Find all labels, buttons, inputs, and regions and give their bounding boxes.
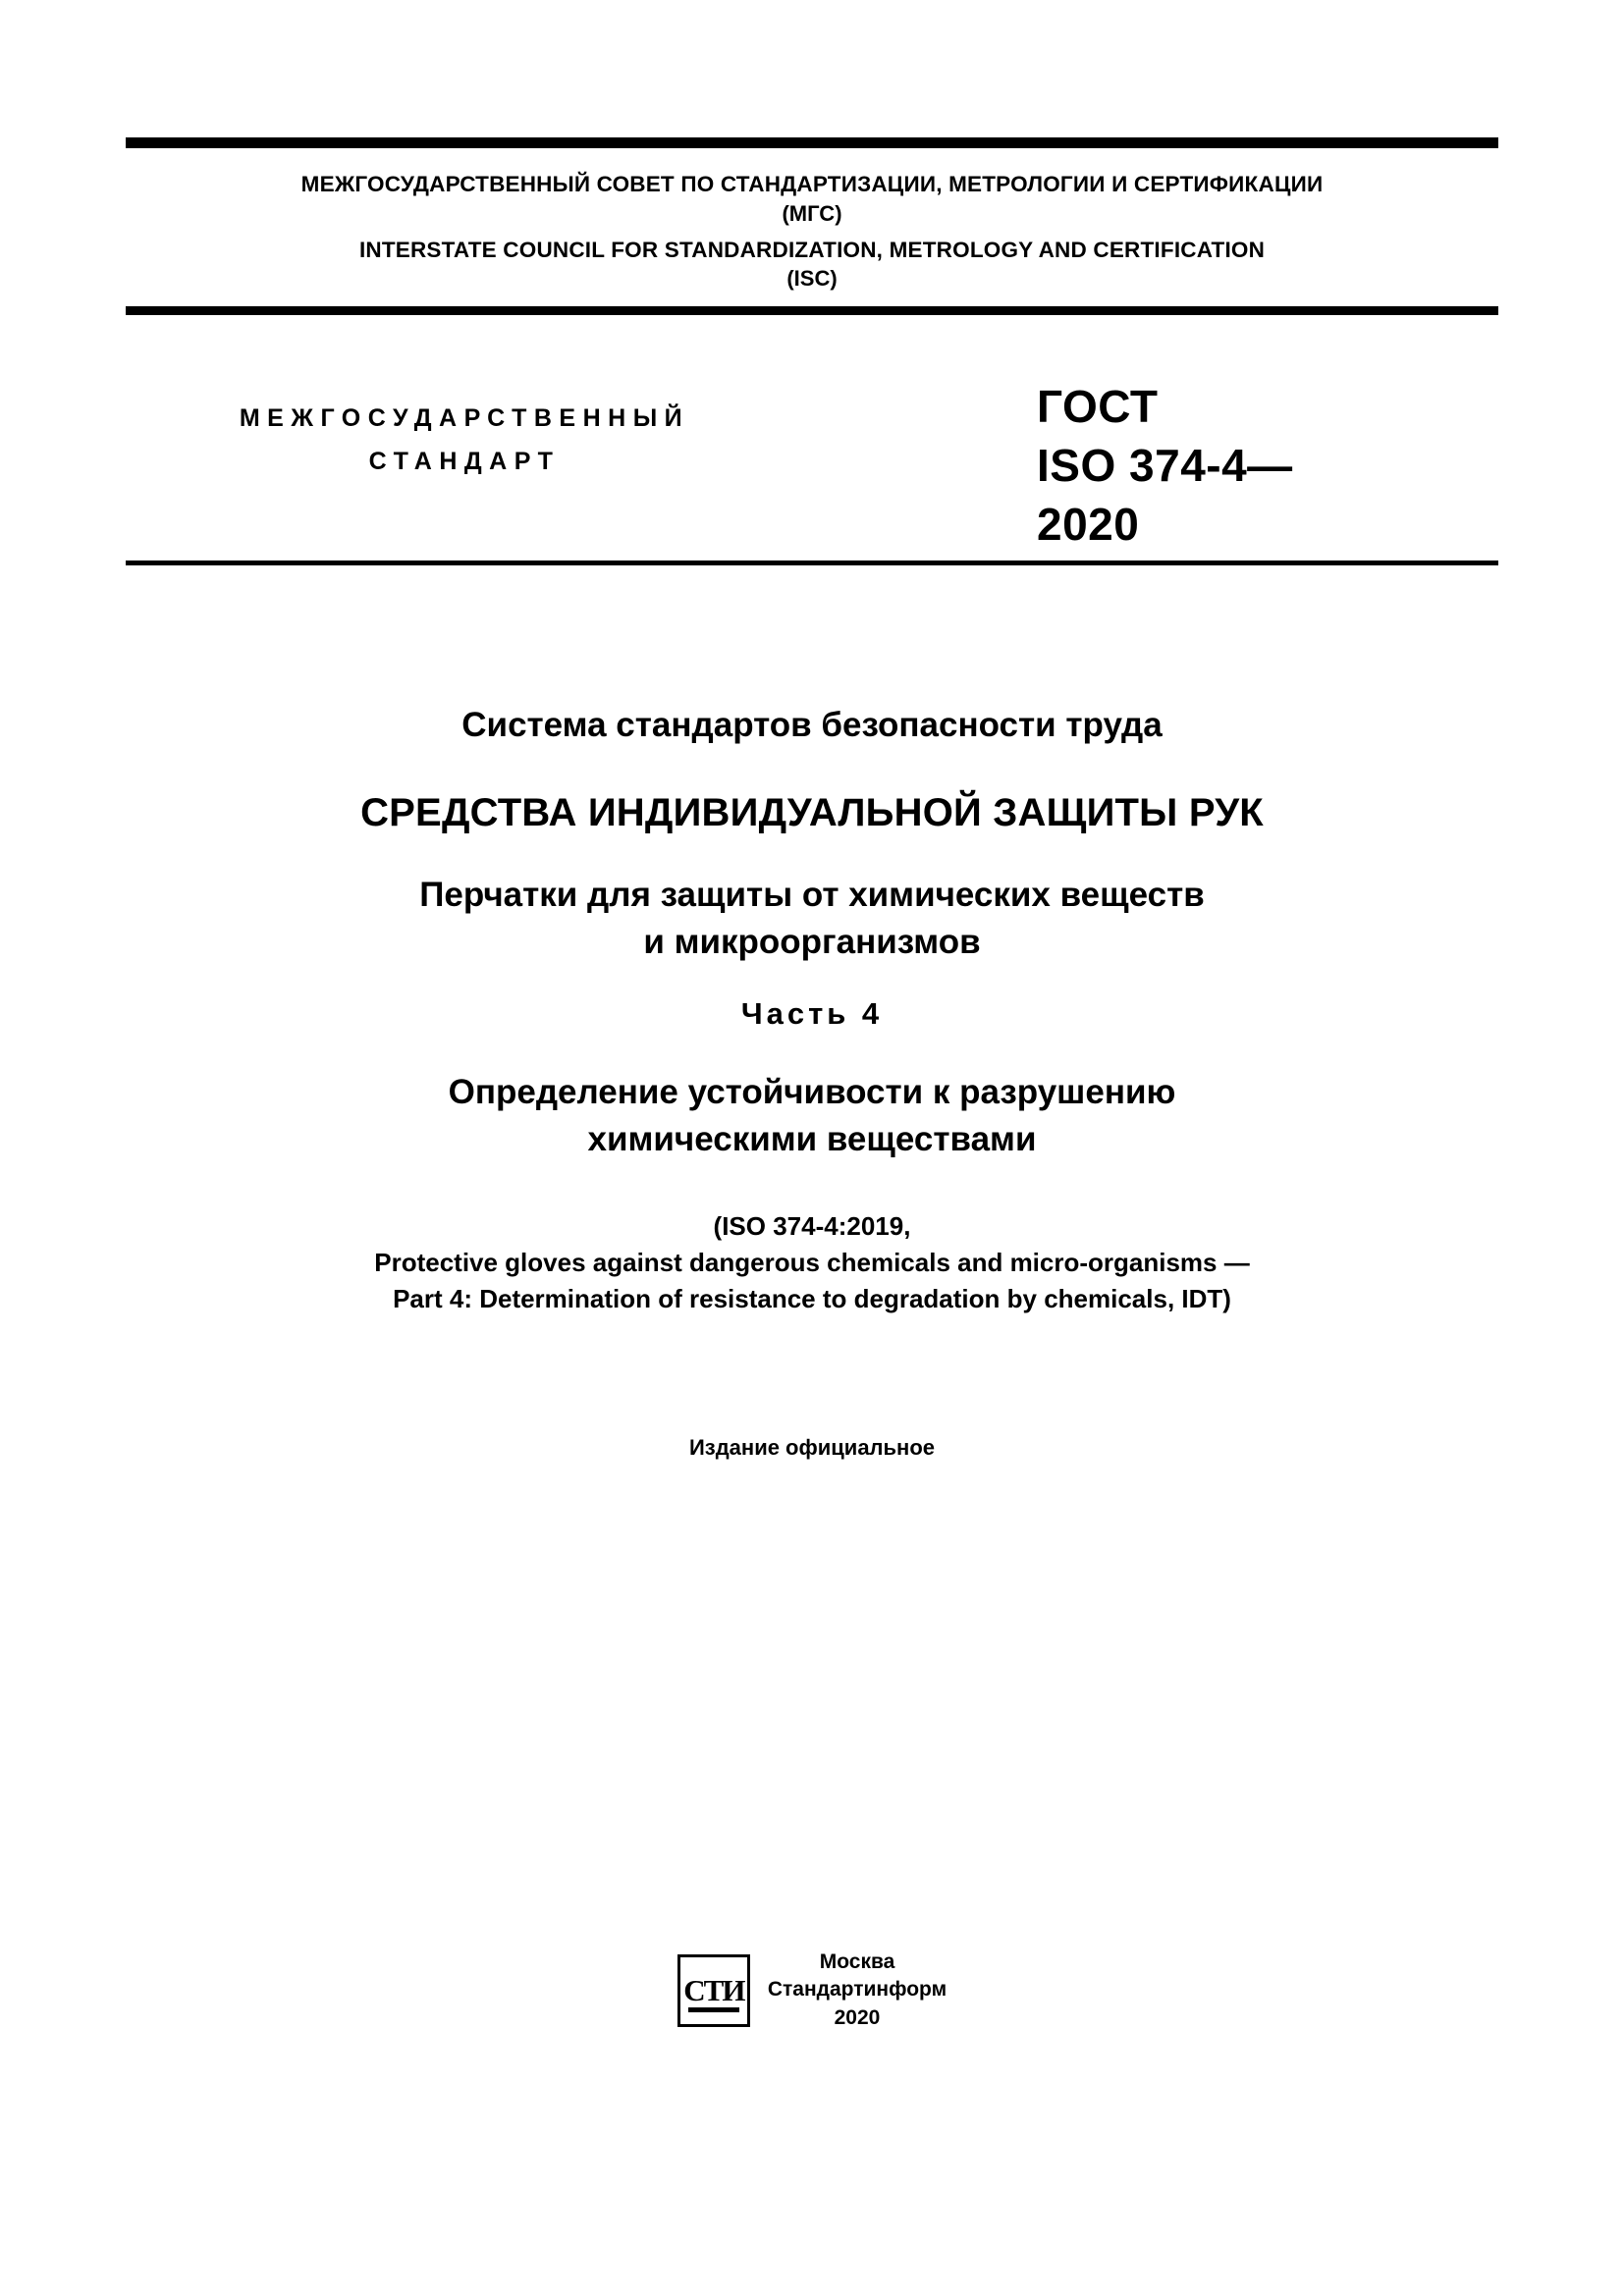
publisher-name: Стандартинформ <box>767 1978 947 2002</box>
part-label: Часть 4 <box>740 995 884 1031</box>
standartinform-logo-icon <box>677 1954 750 2027</box>
standard-header-row <box>126 315 1498 561</box>
title-block <box>126 565 1498 1316</box>
publisher-year: 2020 <box>834 2005 881 2029</box>
standard-label-line2: СТАНДАРТ <box>368 448 561 476</box>
logo-bar <box>688 2007 739 2012</box>
iso-reference-line1: (ISO 374-4:2019, <box>713 1211 911 1242</box>
publisher-text <box>768 1949 947 2032</box>
standard-label-line1: МЕЖГОСУДАРСТВЕННЫЙ <box>239 404 690 433</box>
standard-code-line1: ГОСТ <box>1037 381 1159 433</box>
subtitle-line2: и микроорганизмов <box>643 923 981 962</box>
council-abbr-ru: (МГС) <box>782 200 842 226</box>
publisher-block <box>126 1949 1498 2032</box>
standard-code <box>1017 378 1498 554</box>
council-block <box>126 148 1498 306</box>
official-edition-note: Издание официальное <box>688 1434 936 1460</box>
council-line-en: INTERSTATE COUNCIL FOR STANDARDIZATION, METROLOGY AND CERTIFICATION <box>358 237 1266 262</box>
iso-reference-line2: Protective gloves against dangerous chemicals and micro-organisms — <box>374 1248 1250 1278</box>
page-content <box>126 0 1498 2296</box>
council-bottom-rule <box>126 306 1498 315</box>
council-line-ru: МЕЖГОСУДАРСТВЕННЫЙ СОВЕТ ПО СТАНДАРТИЗАЦИИ, МЕТРОЛОГИИ И СЕРТИФИКАЦИИ <box>300 172 1324 196</box>
system-title: Система стандартов безопасности труда <box>461 706 1163 745</box>
standard-code-line3: 2020 <box>1037 499 1140 551</box>
iso-reference-line3: Part 4: Determination of resistance to degradation by chemicals, IDT) <box>393 1283 1231 1313</box>
council-spacer <box>126 228 1498 236</box>
determination-line2: химическими веществами <box>587 1119 1037 1158</box>
publisher-city: Москва <box>819 1950 895 1973</box>
standard-label <box>126 378 803 484</box>
council-abbr-en: (ISC) <box>786 266 838 292</box>
determination-line1: Определение устойчивости к разрушению <box>448 1072 1176 1111</box>
logo-glyph: СТИ <box>683 1972 744 2007</box>
top-rule <box>126 137 1498 148</box>
subtitle-line1: Перчатки для защиты от химических веществ <box>419 875 1205 914</box>
standard-code-line2: ISO 374-4— <box>1037 440 1293 492</box>
page-title: СРЕДСТВА ИНДИВИДУАЛЬНОЙ ЗАЩИТЫ РУК <box>360 790 1264 834</box>
